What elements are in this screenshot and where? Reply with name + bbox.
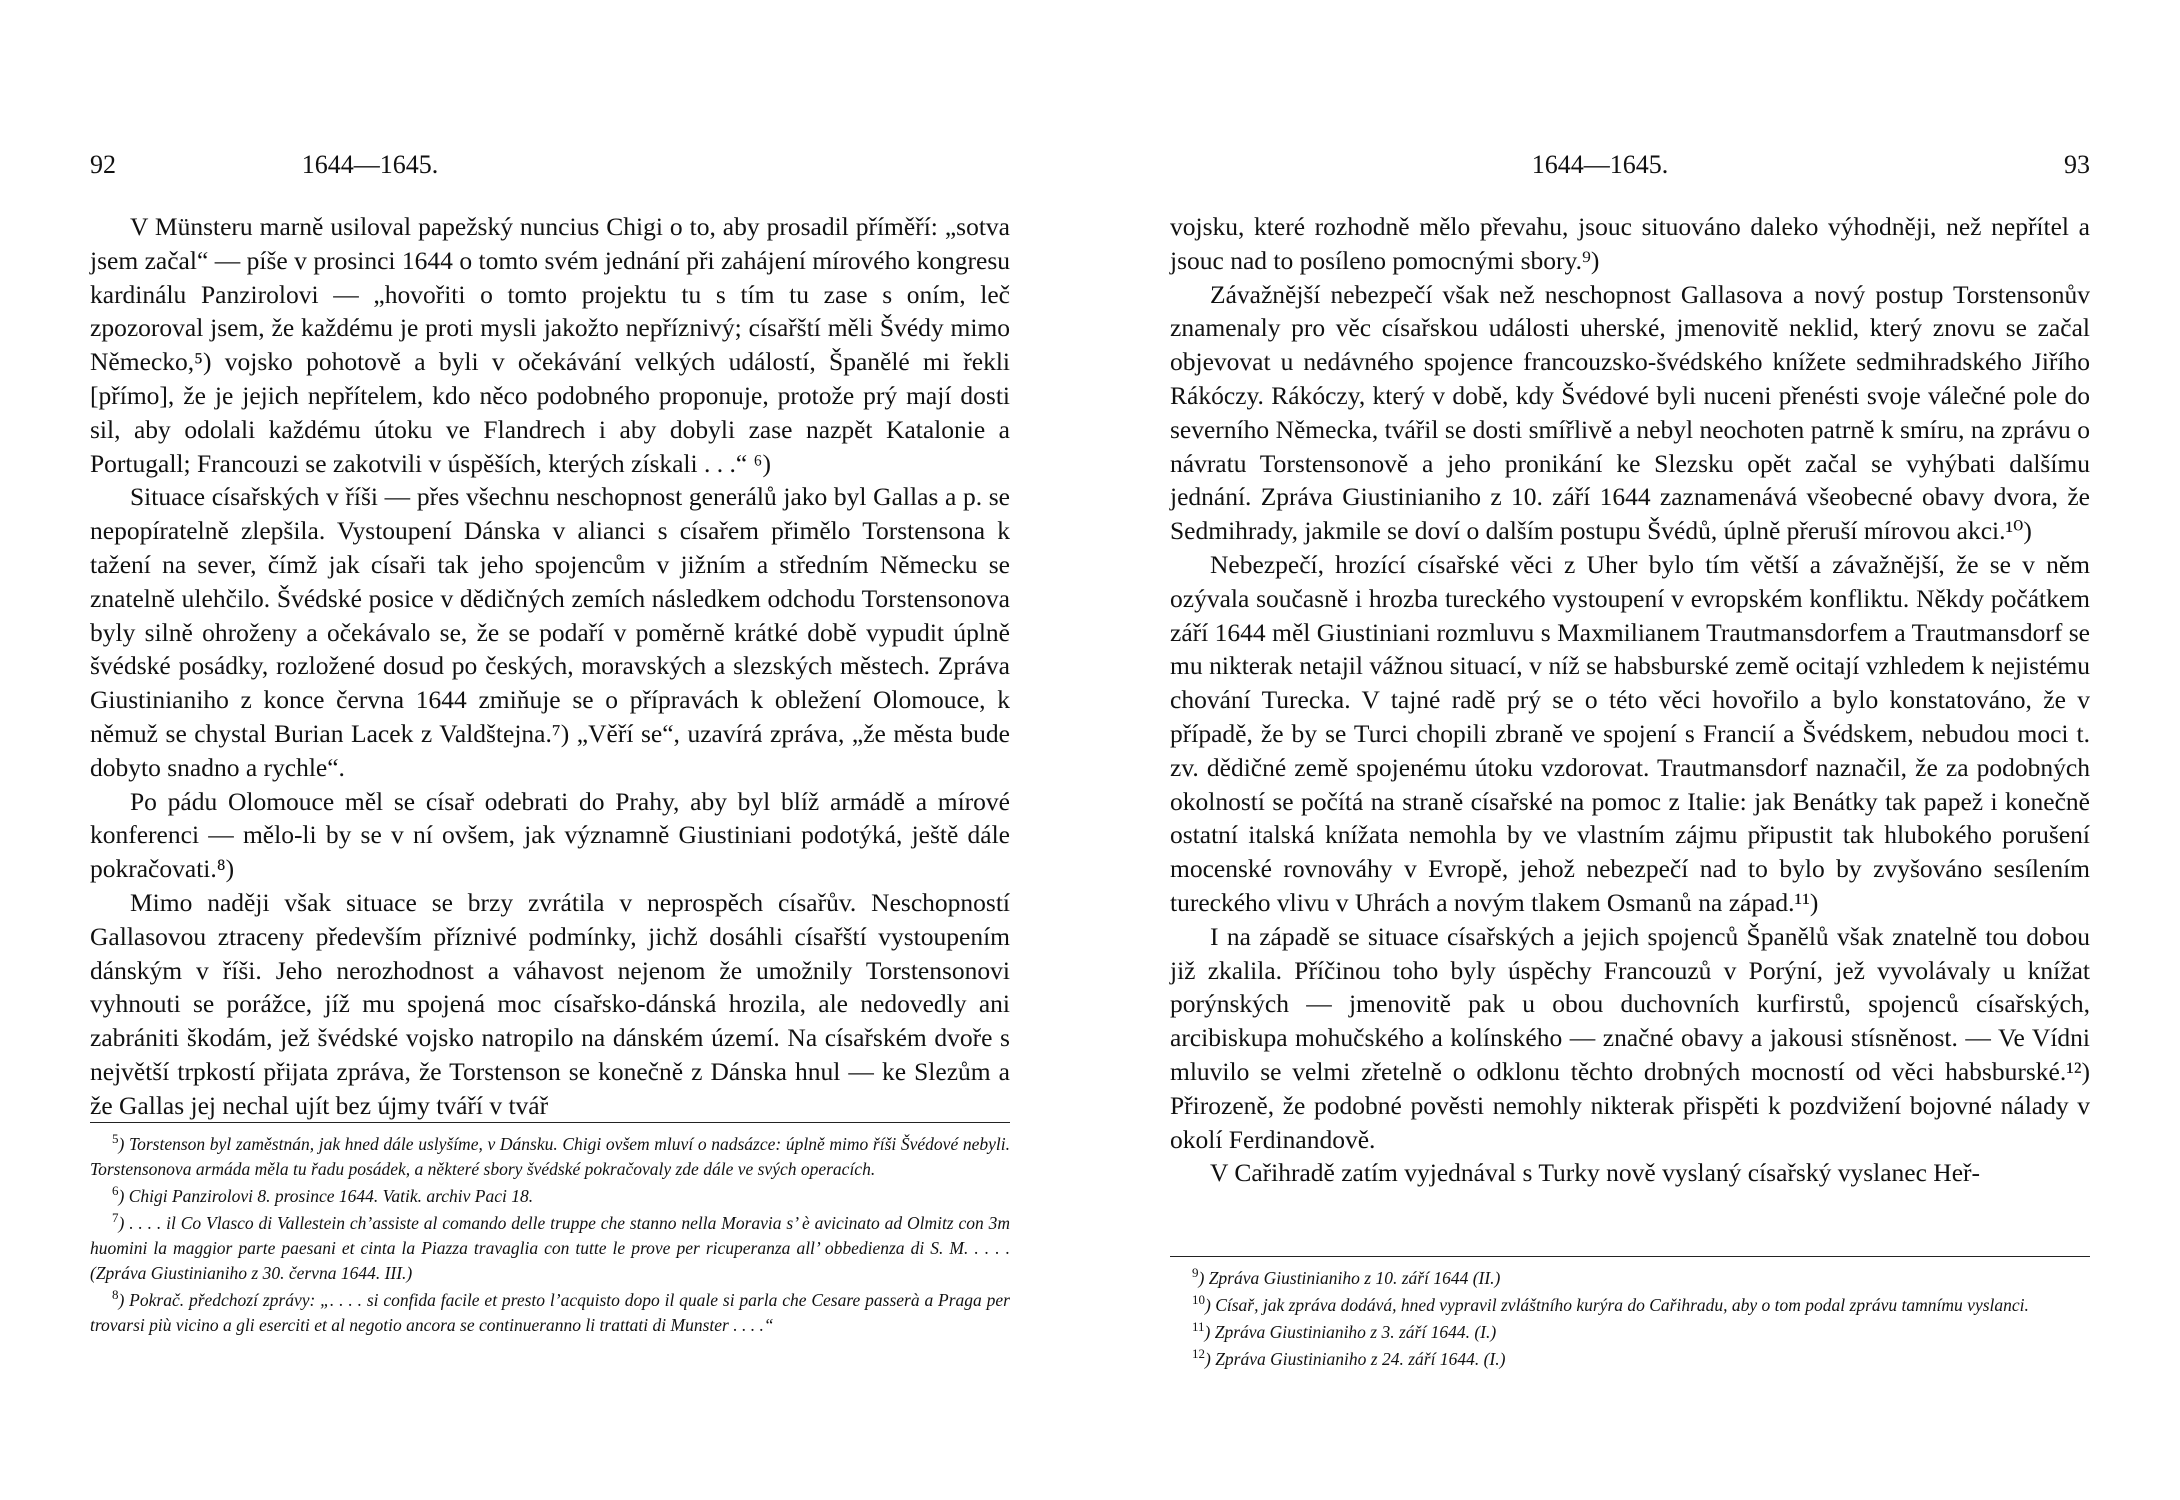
footnote-text: ) Zpráva Giustinianiho z 3. září 1644. (I.) xyxy=(1204,1322,1497,1342)
left-body-text xyxy=(90,210,1010,1123)
left-page-header xyxy=(90,150,1010,186)
footnote-mark: 9 xyxy=(1192,1265,1199,1281)
right-footnote-divider xyxy=(1170,1256,2090,1257)
footnote-mark: 7 xyxy=(112,1210,119,1226)
footnote-text: ) Pokrač. předchozí zprávy: „. . . . si confida facile et presto l’acquisto dopo il quale si parla che Cesare passerà a Praga per trovarsi più vicino a gli eserciti et al negotio ancora se continueranno li trattati di Munster . . . .“ xyxy=(90,1290,1010,1335)
left-paragraph: Mimo naději však situace se brzy zvrátila v neprospěch císařův. Neschopností Gallasovou ztraceny především příznivé podmínky, jichž dosáhli císařští vystoupením dánským v říši. Jeho nerozhodnost a váhavost nejenom že umožnily Torstensonovi vyhnouti se porážce, jíž mu spojená moc císařsko-dánská hrozila, ale nedovedly ani zabrániti škodám, jež švédské vojsko natropilo na dánském území. Na císařském dvoře s největší trpkostí přijata zpráva, že Torstenson se konečně z Dánska hnul — ke Slezům a že Gallas jej nechal ujít bez újmy tváří v tvář xyxy=(90,887,1010,1120)
right-page xyxy=(1170,0,2090,1500)
right-running-head: 1644—1645. xyxy=(1531,150,1669,179)
left-footnotes xyxy=(90,1132,1010,1340)
footnote-mark: 8 xyxy=(112,1287,119,1303)
footnote xyxy=(1170,1347,2090,1372)
left-running-head: 1644—1645. xyxy=(301,150,439,179)
footnote-mark: 12 xyxy=(1192,1346,1205,1362)
left-footnote-divider xyxy=(90,1122,1010,1123)
right-footnotes xyxy=(1170,1266,2090,1374)
footnote xyxy=(1170,1293,2090,1318)
right-paragraph: Nebezpečí, hrozící císařské věci z Uher bylo tím větší a závažnější, že se v něm ozývala současně i hrozba tureckého vystoupení v evropském konfliktu. Někdy počátkem září 1644 měl Giustiniani rozmluvu s Maxmilianem Trautmansdorfem a Trautmansdorf se mu nikterak netajil vážnou situací, v níž se habsburské země ocitají vzhledem k nejistému chování Turecka. V tajné radě prý se o této věci hovořilo a bylo konstatováno, že v případě, že by se Turci chopili zbraně ve spojení s Francií a Švédskem, nebudou moci t. zv. dědičné země spojenému útoku vzdorovat. Trautmansdorf naznačil, že za podobných okolností se počítá na straně císařské na pomoc z Italie: jak Benátky tak papež i konečně ostatní italská knížata nemohla by ve vlastním zájmu připustit tak hlubokého porušení mocenské rovnováhy v Evropě, jehož nebezpečí nad to bylo by zvyšováno sesílením tureckého vlivu v Uhrách a novým tlakem Osmanů na západ.¹¹) xyxy=(1170,549,2090,917)
footnote-mark: 10 xyxy=(1192,1292,1205,1308)
footnote-text: ) . . . . il Co Vlasco di Vallestein ch’assiste al comando delle truppe che stanno nella Moravia s’ è avicinato ad Olmitz con 3m huomini la maggior parte paesani et cinta la Piazza travaglia con tutte le prove per ricuperanza all’ obbedienza di S. M. . . . . (Zpráva Giustinianiho z 30. června 1644. III.) xyxy=(90,1213,1010,1283)
footnote-mark: 5 xyxy=(112,1131,119,1147)
footnote-text: ) Torstenson byl zaměstnán, jak hned dále uslyšíme, v Dánsku. Chigi ovšem mluví o nadsázce: úplně mimo říši Švédové nebyli. Torstensonova armáda měla tu řadu posádek, a některé sbory švédské pokračovaly zde dále ve svých operacích. xyxy=(90,1134,1010,1179)
footnote xyxy=(1170,1320,2090,1345)
footnote-text: ) Císař, jak zpráva dodává, hned vypravil zvláštního kurýra do Cařihradu, aby o tom podal zprávu tamnímu vyslanci. xyxy=(1205,1295,2029,1315)
right-paragraph: Závažnější nebezpečí však než neschopnost Gallasova a nový postup Torstensonův znamenaly pro věc císařskou události uherské, jmenovitě neklid, který znovu se začal objevovat u nedávného spojence francouzsko-švédského knížete sedmihradského Jiřího Rákóczy. Rákóczy, který v době, kdy Švédové byli nuceni přenésti svoje válečné pole do severního Německa, tvářil se dosti smířlivě a nebyl neochoten patrně k smíru, na zprávu o návratu Torstensonově a jeho pronikání ke Slezsku opět začal se vyhýbati dalšímu jednání. Zpráva Giustinianiho z 10. září 1644 zaznamenává všeobecné obavy dvora, že Sedmihrady, jakmile se doví o dalším postupu Švédů, úplně přeruší mírovou akci.¹⁰) xyxy=(1170,279,2090,546)
left-page-number: 92 xyxy=(90,150,116,179)
right-paragraph: V Cařihradě zatím vyjednával s Turky nově vyslaný císařský vyslanec Heř- xyxy=(1210,1158,1981,1188)
right-paragraph: vojsku, které rozhodně mělo převahu, jsouc situováno daleko výhodněji, než nepřítel a jsouc nad to posíleno pomocnými sbory.⁹) xyxy=(1170,212,2090,275)
right-body-text xyxy=(1170,210,2090,1190)
left-paragraph: Po pádu Olomouce měl se císař odebrati do Prahy, aby byl blíž armádě a mírové konferenci — mělo-li by se v ní ovšem, jak významně Giustiniani podotýká, ještě dále pokračovati.⁸) xyxy=(90,786,1010,884)
footnote-text: ) Chigi Panzirolovi 8. prosince 1644. Vatik. archiv Paci 18. xyxy=(118,1186,534,1206)
footnote xyxy=(90,1211,1010,1286)
footnote xyxy=(1170,1266,2090,1291)
left-paragraph: V Münsteru marně usiloval papežský nuncius Chigi o to, aby prosadil příměří: „sotva jsem začal“ — píše v prosinci 1644 o tomto svém jednání při zahájení mírového kongresu kardinálu Panzirolovi — „hovořiti o tomto projektu tu s tím tu zase s oním, leč zpozoroval jsem, že každému je proti mysli jakožto nepříznivý; císařští měli Švédy mimo Německo,⁵) vojsko pohotově a byli v očekávání velkých událostí, Španělé mi řekli [přímo], že je jejich nepřítelem, kdo něco podobného proponuje, protože prý mají dosti sil, aby odolali každému útoku ve Flandrech i aby dobyli zase nazpět Katalonie a Portugall; Francouzi se zakotvili v úspěších, kterých získali . . .“ ⁶) xyxy=(90,212,1010,478)
left-paragraph: Situace císařských v říši — přes všechnu neschopnost generálů jako byl Gallas a p. se nepopíratelně zlepšila. Vystoupení Dánska v alianci s císařem přimělo Torstensona k tažení na sever, čímž jak císaři tak jeho spojencům v jižním a středním Německu se znatelně ulehčilo. Švédské posice v dědičných zemích následkem odchodu Torstensonova byly silně ohroženy a očekávalo se, že se podaří v poměrně krátké době vypudit úplně švédské posádky, rozložené dosud po českých, moravských a slezských městech. Zpráva Giustinianiho z konce června 1644 zmiňuje se o přípravách k obležení Olomouce, k němuž se chystal Burian Lacek z Valdštejna.⁷) „Věří se“, uzavírá zpráva, „že města bude dobyto snadno a rychle“. xyxy=(90,482,1010,782)
right-page-number: 93 xyxy=(2064,150,2090,179)
footnote xyxy=(90,1184,1010,1209)
right-page-header xyxy=(1170,150,2090,186)
right-paragraph: I na západě se situace císařských a jejich spojenců Španělů však znatelně tou dobou již zkalila. Příčinou toho byly úspěchy Francouzů v Porýní, jež vyvolávaly u knížat porýnských — jmenovitě pak u obou duchovních kurfirstů, spojenců císařských, arcibiskupa mohučského a kolínského — značné obavy a jakousi stísněnost. — Ve Vídni mluvilo se velmi zřetelně o odklonu těchto drobných mocností od věci habsburské.¹²) Přirozeně, že podobné pověsti nemohly nikterak přispěti k pozdvižení bojovné nálady v okolí Ferdinandově. xyxy=(1170,921,2090,1154)
footnote-mark: 11 xyxy=(1192,1319,1205,1335)
footnote-text: ) Zpráva Giustinianiho z 10. září 1644 (II.) xyxy=(1198,1268,1501,1288)
footnote xyxy=(90,1288,1010,1338)
footnote xyxy=(90,1132,1010,1182)
footnote-mark: 6 xyxy=(112,1183,119,1199)
footnote-text: ) Zpráva Giustinianiho z 24. září 1644. (I.) xyxy=(1205,1349,1506,1369)
left-page xyxy=(90,0,1010,1500)
